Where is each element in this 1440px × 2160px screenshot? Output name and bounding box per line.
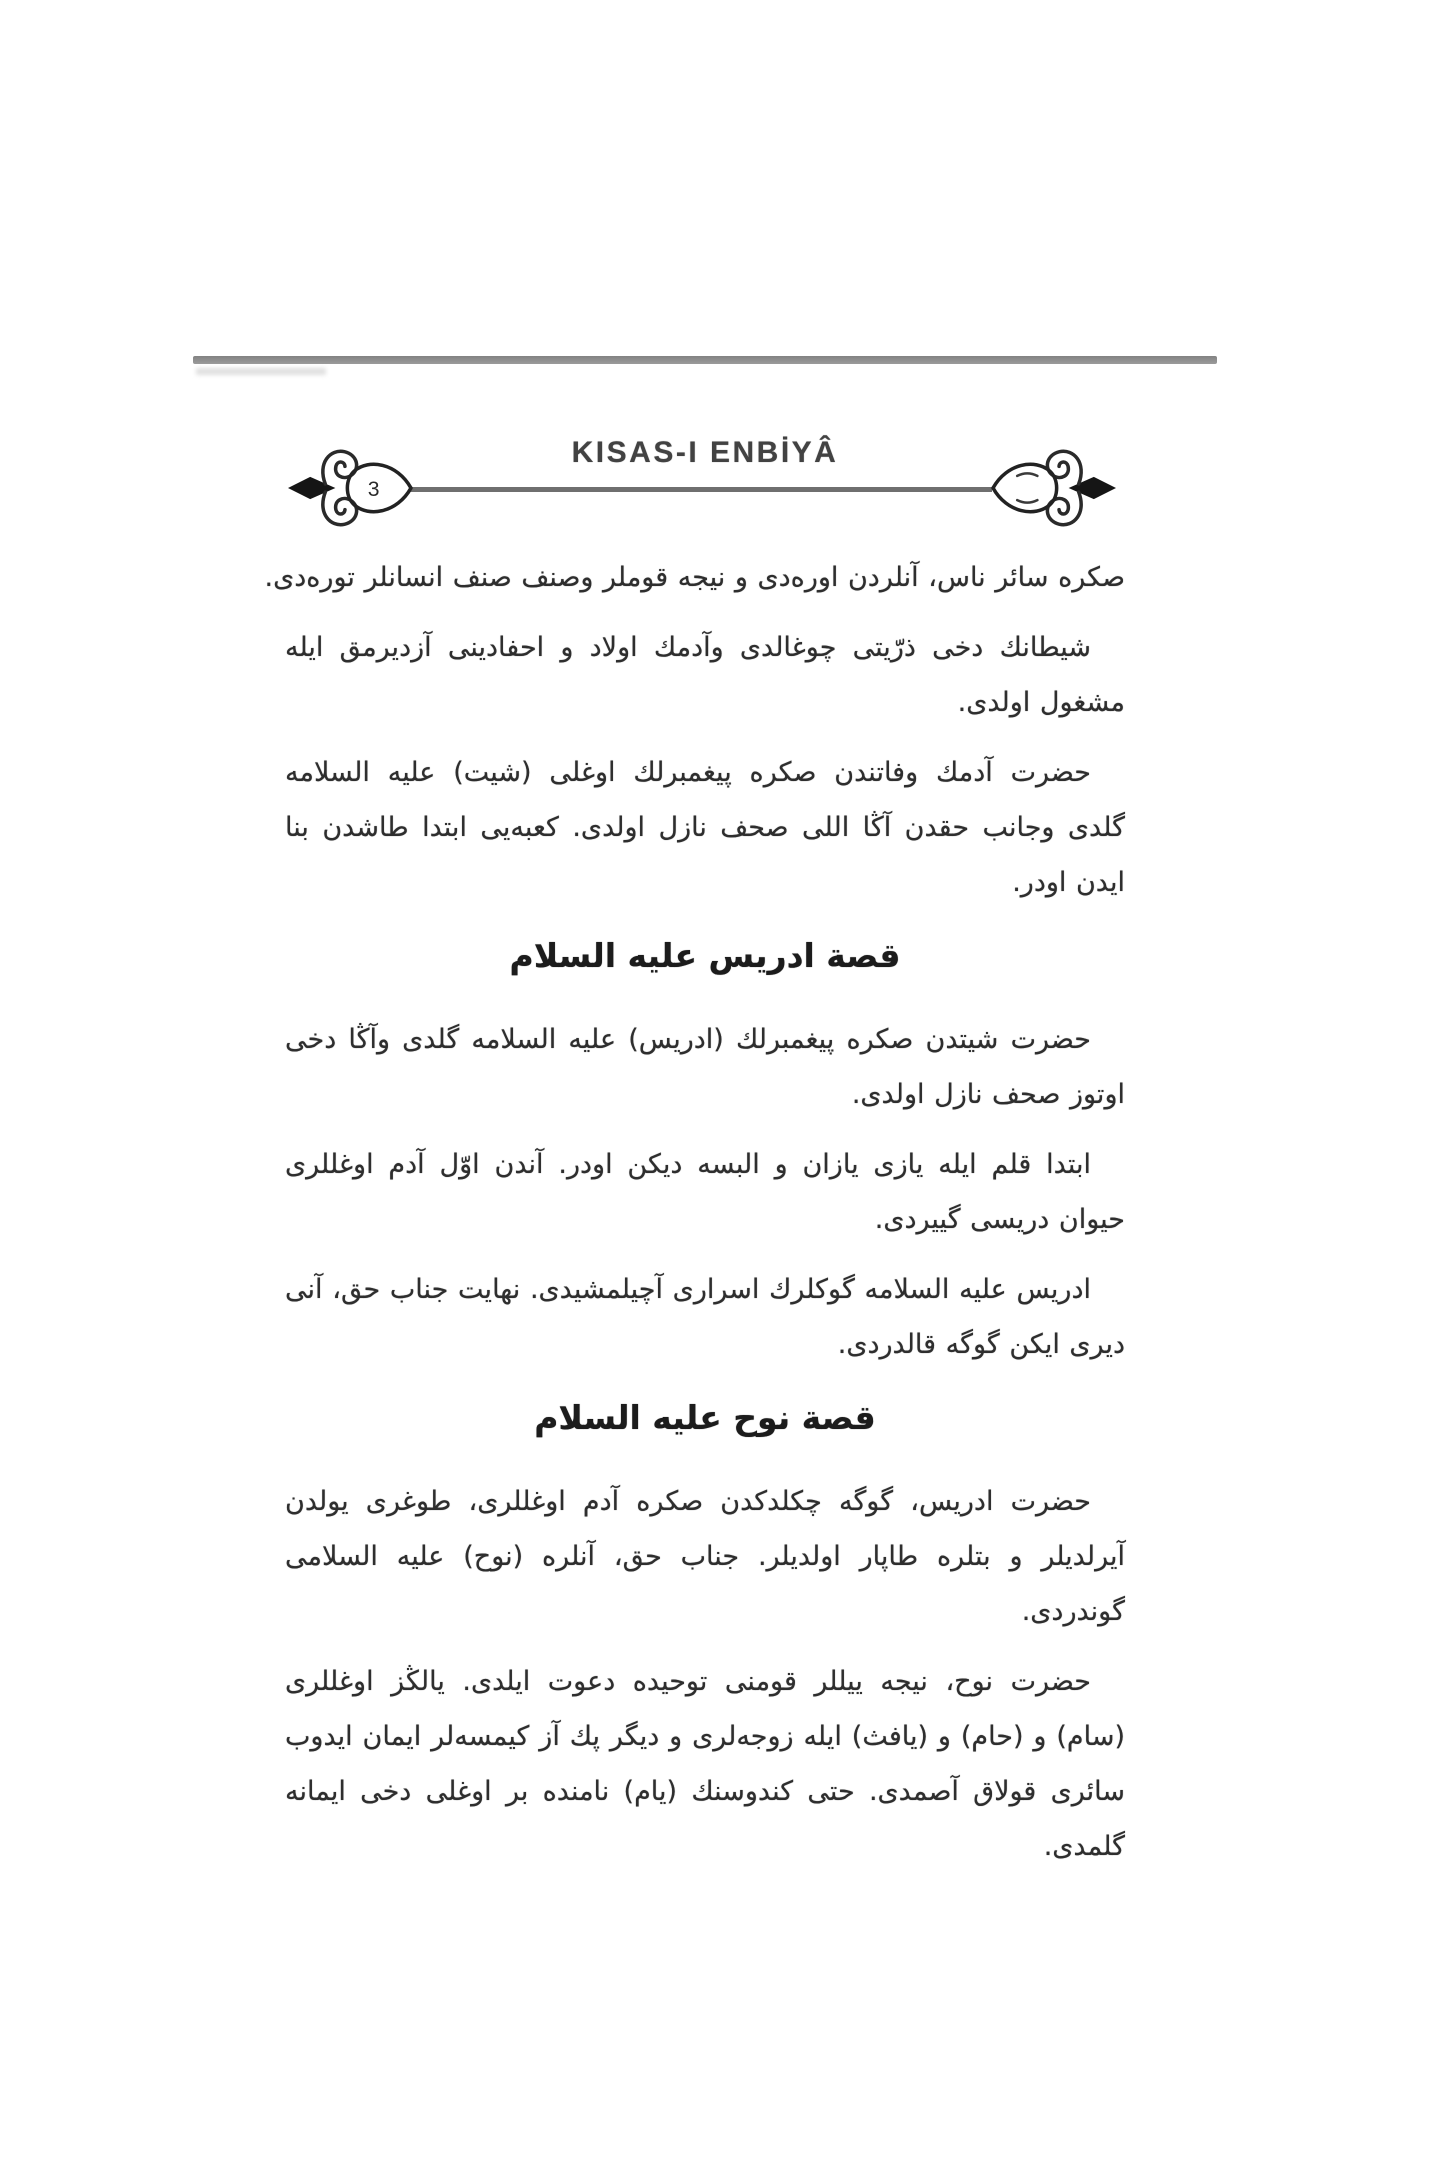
diamond-icon bbox=[1069, 477, 1116, 499]
spiral-top-icon bbox=[1047, 451, 1081, 484]
spiral-bottom-icon bbox=[1047, 492, 1081, 525]
page-top-edge-bar bbox=[193, 356, 1217, 364]
section-heading-idris: قصة ادريس عليه السلام bbox=[509, 936, 901, 975]
spiral-top-icon bbox=[323, 451, 357, 484]
paragraph: ادریس علیه السلامه گوكلرك اسراری آچیلمشیدی. نهایت جناب حق، آنی دیری ایكن گوگه قالدردی. bbox=[285, 1274, 1125, 1360]
leaf-flourish-icon bbox=[1017, 473, 1037, 476]
header-ornament-right-icon bbox=[991, 437, 1117, 539]
header-rule bbox=[410, 487, 992, 492]
leaf-flourish-icon bbox=[1017, 500, 1037, 503]
scan-artifact bbox=[196, 368, 326, 375]
header-ornament-left-icon bbox=[287, 437, 413, 539]
page-body bbox=[264, 550, 1125, 1889]
spiral-bottom-icon bbox=[323, 492, 357, 525]
diamond-icon bbox=[288, 477, 335, 499]
paragraph: شیطانك دخی ذرّیتی چوغالدی وآدمك اولاد و احفادینی آزدیرمق ایله مشغول اولدی. bbox=[285, 632, 1125, 718]
paragraph: ابتدا قلم ایله یازی یازان و البسه دیكن اودر. آندن اوّل آدم اوغللری حیوان دریسی گییردی. bbox=[285, 1149, 1125, 1235]
paragraph: صكره سائر ناس، آنلردن اوره‌دی و نیجه قوملر وصنف صنف انسانلر توره‌دی. bbox=[264, 562, 1125, 593]
running-title: KISAS-I ENBİYÂ bbox=[571, 436, 839, 469]
paragraph: حضرت شیتدن صكره پیغمبرلك (ادریس) علیه السلامه گلدی وآڭا دخی اوتوز صحف نازل اولدی. bbox=[285, 1024, 1125, 1110]
paragraph: حضرت ادریس، گوگه چكلدكدن صكره آدم اوغللری، طوغری یولدن آیرلدیلر و بتلره طاپار اولدیلر. جناب حق، آنلره (نوح) علیه السلامی گوندردی. bbox=[285, 1486, 1125, 1627]
section-heading-nuh: قصة نوح عليه السلام bbox=[534, 1398, 876, 1437]
paragraph: حضرت نوح، نیجه ییللر قومنی توحیده دعوت ایلدی. یالڭز اوغللری (سام) و (حام) و (یافث) ایله زوجه‌لری و دیگر پك آز كیمسه‌لر ایمان ایدوب سائری قولاق آصمدی. حتی كندوسنك (یام) نامنده بر اوغلی دخی ایمانه گلمدی. bbox=[285, 1666, 1125, 1862]
paragraph: حضرت آدمك وفاتندن صكره پیغمبرلك اوغلی (شیت) علیه السلامه گلدی وجانب حقدن آڭا اللی صحف نازل اولدی. كعبه‌یی ابتدا طاشدن بنا ایدن اودر. bbox=[285, 757, 1125, 898]
page-number: 3 bbox=[367, 478, 380, 502]
